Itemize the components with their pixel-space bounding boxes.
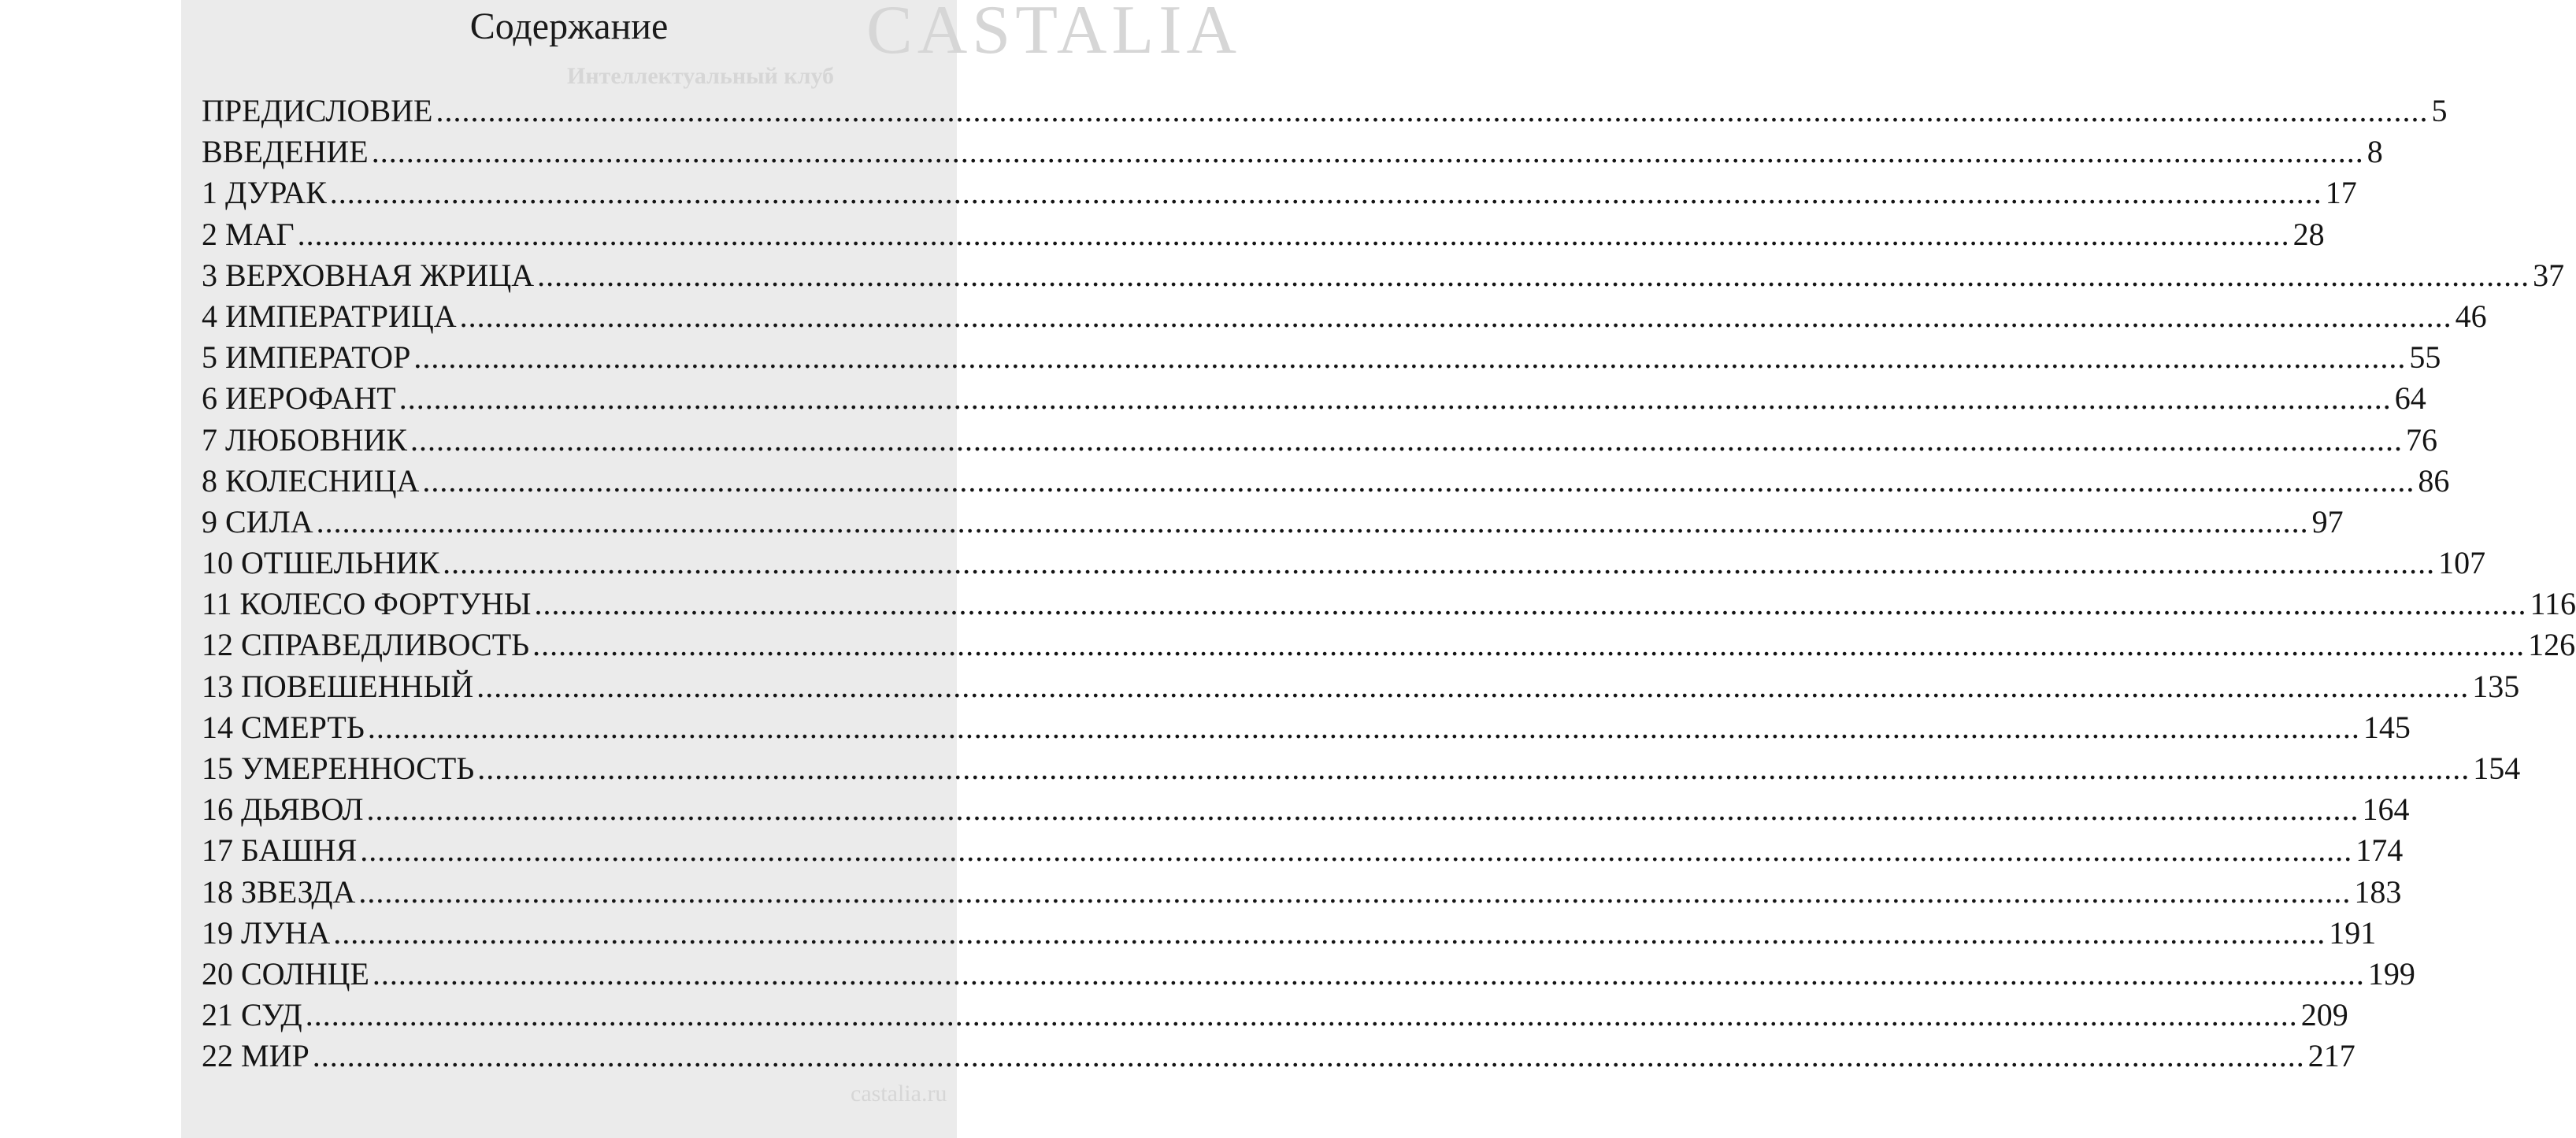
toc-entry	[202, 255, 2565, 296]
toc-entry	[202, 584, 2576, 625]
dot-leader	[358, 872, 2351, 913]
toc-entry-page-number: 199	[2367, 955, 2415, 992]
toc-entry-title: 10 ОТШЕЛЬНИК	[202, 545, 440, 581]
toc-entry	[202, 995, 2348, 1036]
toc-entry	[202, 172, 2357, 213]
toc-entry	[202, 666, 2520, 707]
toc-entry-page-number: 64	[2394, 380, 2426, 417]
toc-entry	[202, 913, 2377, 954]
bleed-through-site: castalia.ru	[851, 1081, 947, 1106]
toc-entry-page-number: 37	[2533, 257, 2565, 293]
toc-entry-page-number: 86	[2418, 462, 2450, 499]
toc-entry-page-number: 28	[2292, 216, 2325, 252]
dot-leader	[537, 255, 2530, 296]
toc-entry	[202, 420, 2437, 461]
toc-entry-title: 20 СОЛНЦЕ	[202, 955, 369, 992]
dot-leader	[460, 296, 2452, 337]
toc-entry-title: 21 СУД	[202, 997, 302, 1033]
dot-leader	[372, 132, 2364, 172]
dot-leader	[306, 995, 2298, 1036]
toc-entry	[202, 625, 2576, 665]
table-of-contents	[202, 91, 2576, 1077]
toc-entry-page-number: 145	[2363, 709, 2411, 745]
bleed-through-subtitle: Интеллектуальный клуб	[567, 63, 835, 89]
toc-entry-page-number: 126	[2528, 627, 2576, 663]
toc-entry-page-number: 107	[2438, 545, 2486, 581]
dot-leader	[360, 830, 2352, 871]
dot-leader	[317, 502, 2309, 543]
toc-entry-page-number: 46	[2455, 298, 2487, 334]
toc-entry-title: 4 ИМПЕРАТРИЦА	[202, 298, 457, 334]
toc-entry	[202, 872, 2402, 913]
toc-entry-title: 17 БАШНЯ	[202, 832, 358, 869]
toc-entry	[202, 132, 2383, 172]
toc-entry-title: ПРЕДИСЛОВИЕ	[202, 93, 433, 128]
toc-entry-title: 11 КОЛЕСО ФОРТУНЫ	[202, 586, 532, 622]
toc-entry-title: 5 ИМПЕРАТОР	[202, 339, 411, 376]
toc-entry-page-number: 217	[2307, 1038, 2355, 1074]
dot-leader	[443, 543, 2435, 584]
toc-entry-page-number: 164	[2362, 791, 2410, 828]
toc-entry	[202, 543, 2486, 584]
toc-entry-page-number: 116	[2530, 586, 2576, 622]
toc-entry-page-number: 191	[2329, 914, 2377, 951]
toc-entry-page-number: 97	[2311, 503, 2344, 539]
toc-entry-page-number: 154	[2473, 751, 2521, 786]
toc-entry	[202, 296, 2487, 337]
toc-entry-page-number: 76	[2405, 421, 2437, 458]
toc-entry-title: 18 ЗВЕЗДА	[202, 873, 356, 910]
toc-entry	[202, 748, 2521, 789]
toc-entry	[202, 91, 2448, 132]
bleed-through-logo: CASTALIA	[866, 0, 1242, 69]
toc-entry-title: 8 КОЛЕСНИЦА	[202, 462, 420, 499]
dot-leader	[422, 461, 2415, 502]
dot-leader	[532, 625, 2525, 665]
dot-leader	[333, 913, 2326, 954]
toc-entry-page-number: 5	[2431, 93, 2448, 128]
toc-entry-page-number: 55	[2409, 339, 2441, 376]
toc-entry-title: 2 МАГ	[202, 216, 295, 252]
dot-leader	[399, 378, 2392, 419]
page-title: Содержание	[469, 6, 669, 47]
toc-entry	[202, 954, 2415, 995]
dot-leader	[413, 337, 2406, 378]
toc-entry-title: 6 ИЕРОФАНТ	[202, 380, 396, 417]
toc-entry	[202, 789, 2410, 830]
toc-entry-title: ВВЕДЕНИЕ	[202, 134, 369, 170]
toc-entry	[202, 214, 2325, 255]
dot-leader	[410, 420, 2403, 461]
toc-entry-title: 16 ДЬЯВОЛ	[202, 791, 364, 828]
dot-leader	[367, 789, 2359, 830]
toc-entry-page-number: 174	[2355, 832, 2404, 869]
toc-entry-page-number: 17	[2325, 175, 2357, 211]
dot-leader	[534, 584, 2526, 625]
toc-entry-title: 3 ВЕРХОВНАЯ ЖРИЦА	[202, 257, 535, 293]
toc-entry	[202, 378, 2426, 419]
toc-entry-title: 19 ЛУНА	[202, 914, 331, 951]
dot-leader	[298, 214, 2290, 255]
toc-entry	[202, 1036, 2355, 1077]
toc-entry-title: 7 ЛЮБОВНИК	[202, 421, 407, 458]
dot-leader	[368, 707, 2360, 748]
toc-entry-page-number: 135	[2472, 668, 2520, 704]
toc-entry-page-number: 183	[2354, 873, 2402, 910]
dot-leader	[313, 1036, 2305, 1077]
toc-entry-page-number: 8	[2367, 134, 2383, 170]
dot-leader	[477, 748, 2470, 789]
toc-entry-title: 22 МИР	[202, 1038, 309, 1074]
toc-entry-title: 1 ДУРАК	[202, 175, 327, 211]
dot-leader	[373, 954, 2365, 995]
toc-entry	[202, 461, 2450, 502]
toc-entry-title: 13 ПОВЕШЕННЫЙ	[202, 668, 474, 704]
toc-entry	[202, 830, 2404, 871]
dot-leader	[436, 91, 2428, 132]
toc-entry	[202, 337, 2441, 378]
toc-entry-title: 15 УМЕРЕННОСТЬ	[202, 751, 475, 786]
toc-entry	[202, 502, 2344, 543]
toc-entry-title: 9 СИЛА	[202, 503, 313, 539]
toc-entry-page-number: 209	[2300, 997, 2348, 1033]
book-page	[181, 0, 2576, 1138]
dot-leader	[476, 666, 2469, 707]
toc-entry-title: 14 СМЕРТЬ	[202, 709, 365, 745]
dot-leader	[330, 172, 2322, 213]
toc-entry-title: 12 СПРАВЕДЛИВОСТЬ	[202, 627, 530, 663]
toc-entry	[202, 707, 2411, 748]
